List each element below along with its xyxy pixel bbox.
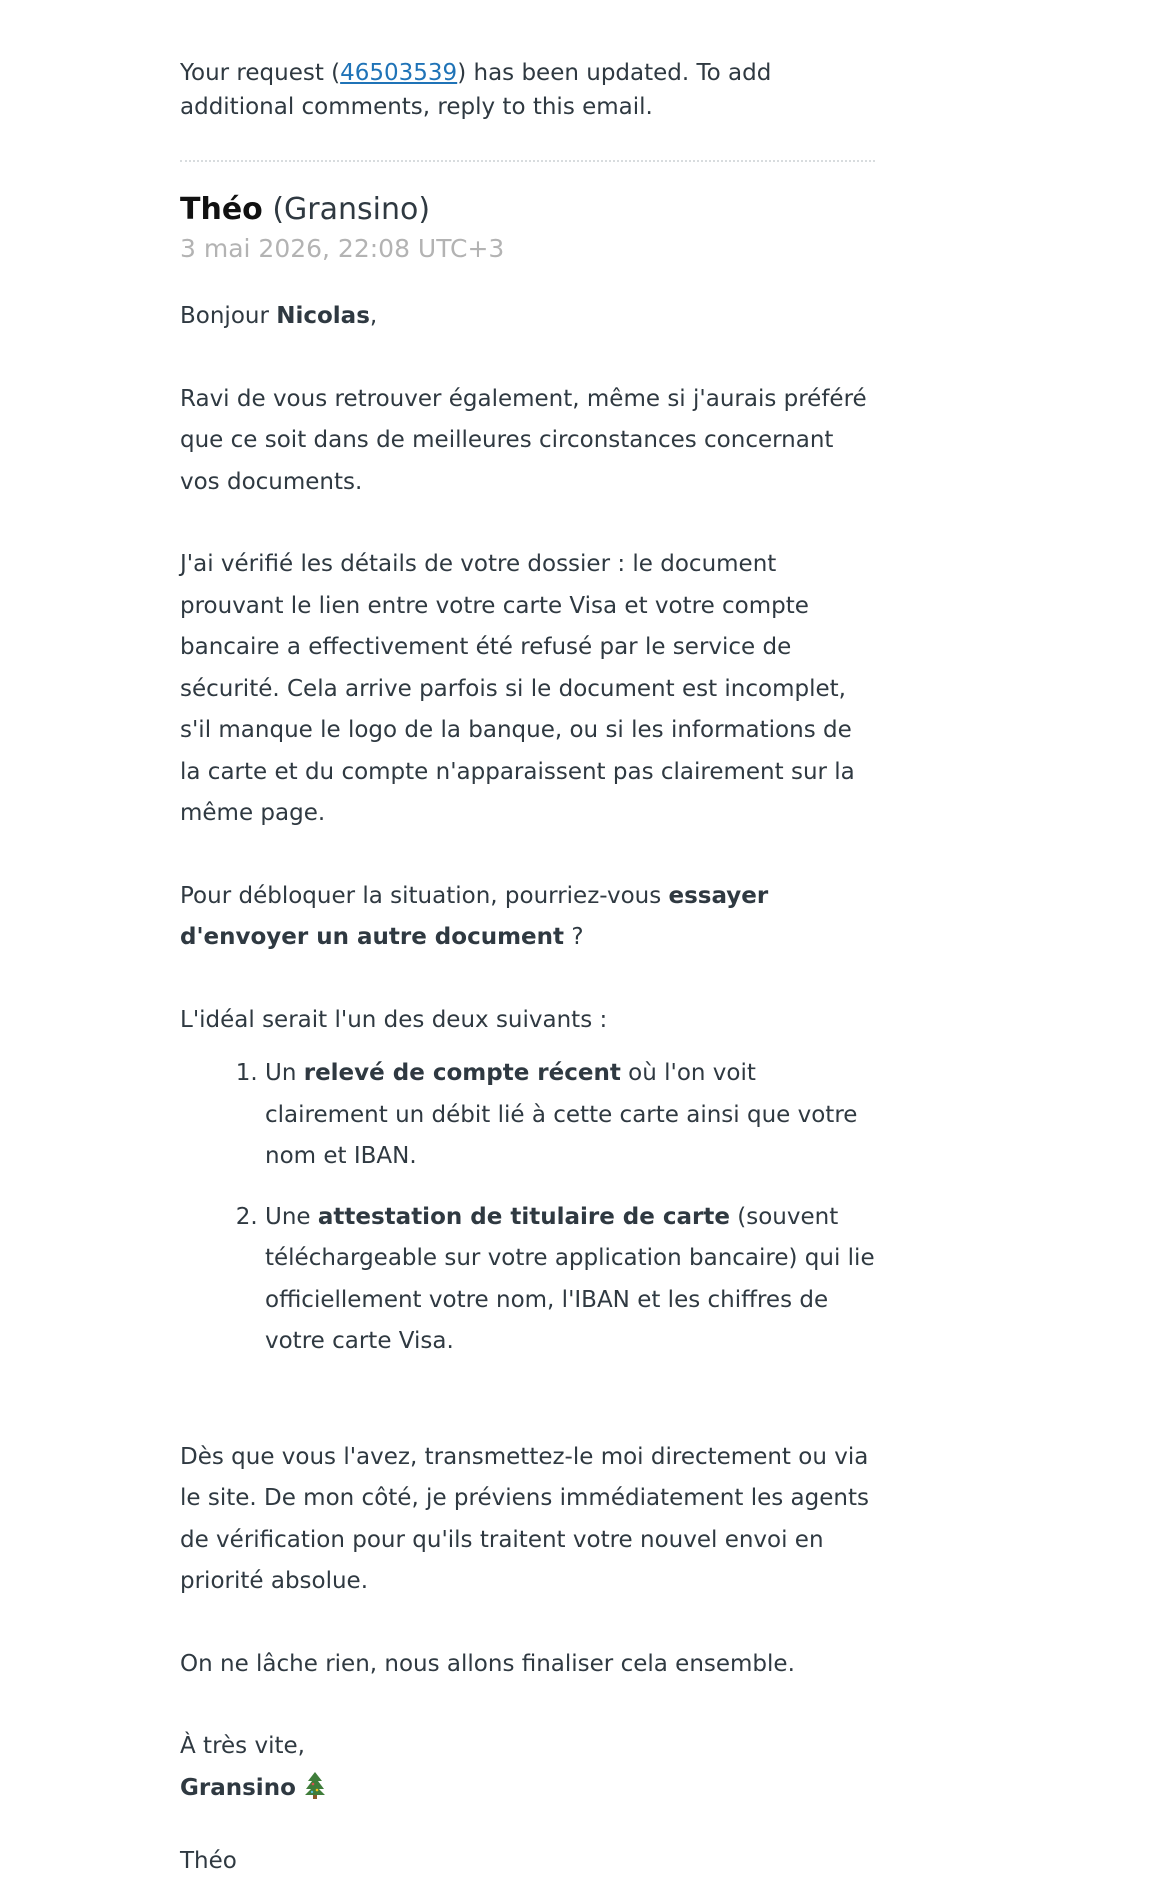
greeting-prefix: Bonjour (180, 303, 277, 329)
paragraph-welcome: Ravi de vous retrouver également, même si j'aurais préféré que ce soit dans de meilleures circonstances concernant vos documents. (180, 385, 867, 495)
update-notice-text-end: ) has been updated. To add additional comments, reply to this email. (180, 60, 772, 120)
option-text: où l'on voit clairement un débit lié à cette carte ainsi que votre nom et IBAN. (265, 1060, 858, 1169)
email-body (180, 0, 875, 1883)
document-options-list (180, 1053, 875, 1363)
list-item (265, 1197, 875, 1363)
paragraph-details: J'ai vérifié les détails de votre dossier : le document prouvant le lien entre votre carte Visa et votre compte bancaire a effectivement été refusé par le service de sécurité. Cela arrive parfois si le document est incomplet, s'il manque le logo de la banque, ou si les informations de la carte et du compte n'apparaissent pas clairement sur la même page. (180, 551, 855, 826)
author-name: Théo (180, 192, 263, 227)
greeting-suffix: , (369, 303, 378, 329)
comment-author (180, 190, 875, 230)
separator (180, 160, 875, 162)
paragraph-encouragement: On ne lâche rien, nous allons finaliser cela ensemble. (180, 1650, 795, 1677)
company-name: Gransino (180, 1774, 296, 1801)
author-org: (Gransino) (262, 192, 431, 227)
option-text: (souvent téléchargeable sur votre application bancaire) qui lie officiellement votre nom, l'IBAN et les chiffres de votre carte Visa. (265, 1203, 875, 1354)
comment-date: 3 mai 2026, 22:08 UTC+3 (180, 234, 505, 263)
greeting-name: Nicolas (276, 303, 370, 329)
request-suffix: ? (564, 924, 584, 950)
option-prefix: Un (265, 1060, 304, 1086)
closing: À très vite, (180, 1733, 305, 1759)
paragraph-ideal: L'idéal serait l'un des deux suivants : (180, 1006, 608, 1033)
signature (180, 1726, 875, 1883)
request-id-link[interactable]: 46503539 (340, 60, 458, 86)
christmas-tree-icon (304, 1771, 326, 1814)
paragraph-next-steps: Dès que vous l'avez, transmettez-le moi directement ou via le site. De mon côté, je préviens immédiatement les agents de vérification pour qu'ils traitent votre nouvel envoi en priorité absolue. (180, 1443, 869, 1594)
agent-name: Théo (180, 1848, 237, 1874)
request-prefix: Pour débloquer la situation, pourriez-vous (180, 882, 669, 909)
update-notice (180, 56, 875, 124)
comment-header (180, 190, 875, 266)
option-emphasis: relevé de compte récent (303, 1060, 621, 1086)
signature-company (180, 1768, 875, 1814)
greeting (180, 296, 875, 338)
list-item (265, 1053, 875, 1178)
paragraph-request (180, 876, 875, 959)
option-prefix: Une (265, 1203, 318, 1230)
update-notice-text: Your request ( (180, 60, 341, 86)
option-emphasis: attestation de titulaire de carte (317, 1203, 730, 1230)
request-emphasis: essayer d'envoyer un autre document (180, 882, 769, 950)
